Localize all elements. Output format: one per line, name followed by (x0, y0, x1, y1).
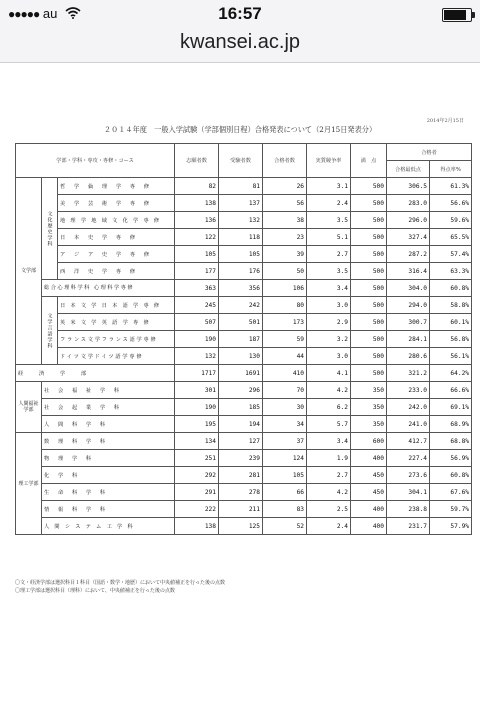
full-score: 400 (351, 450, 387, 467)
applicants: 122 (175, 229, 219, 246)
table-row (16, 331, 472, 348)
ratio: 1.9 (307, 450, 351, 467)
min-score: 231.7 (387, 518, 430, 535)
row-name: ドイツ文学ドイツ語学専修 (58, 348, 175, 365)
min-score: 321.2 (387, 365, 430, 382)
examinees: 1691 (219, 365, 263, 382)
row-name: 人 間 科 学 科 (42, 416, 175, 433)
table-row (16, 195, 472, 212)
footnotes (15, 579, 225, 595)
ratio: 4.2 (307, 382, 351, 399)
full-score: 350 (351, 399, 387, 416)
applicants: 177 (175, 263, 219, 280)
footnote: 〇文・経済学部は選択科目１科目（国語・数学・地歴）において中央値補正を行った後の点数 (15, 580, 226, 586)
row-name: 日 本 史 学 専 修 (58, 229, 175, 246)
document-date: 2014年2月15日 (426, 118, 464, 124)
examinees: 185 (219, 399, 263, 416)
passers: 23 (263, 229, 307, 246)
footnote: 〇理工学部は選択科目（理科）において、中央値補正を行った後の点数 (15, 588, 175, 594)
full-score: 400 (351, 501, 387, 518)
table-row (16, 246, 472, 263)
full-score: 500 (351, 212, 387, 229)
full-score: 500 (351, 331, 387, 348)
score-rate: 56.1% (430, 348, 472, 365)
header-row (16, 144, 472, 161)
row-name: ア ジ ア 史 学 専 修 (58, 246, 175, 263)
row-name: 生 命 科 学 科 (42, 484, 175, 501)
examinees: 127 (219, 433, 263, 450)
applicants: 1717 (175, 365, 219, 382)
applicants: 132 (175, 348, 219, 365)
full-score: 500 (351, 297, 387, 314)
col-header-passers: 合格者数 (263, 144, 307, 178)
passers: 34 (263, 416, 307, 433)
ratio: 3.4 (307, 280, 351, 297)
min-score: 227.4 (387, 450, 430, 467)
full-score: 350 (351, 416, 387, 433)
row-name: 人 間 シ ス テ ム 工 学 科 (42, 518, 175, 535)
row-name: 英 米 文 学 英 語 学 専 修 (58, 314, 175, 331)
score-rate: 63.3% (430, 263, 472, 280)
passers: 38 (263, 212, 307, 229)
row-name: 総合心理科学科 心理科学専修 (42, 280, 175, 297)
dept-literature-language: 文学言語学科 (42, 297, 58, 365)
table-row (16, 484, 472, 501)
min-score: 280.6 (387, 348, 430, 365)
table-row (16, 314, 472, 331)
faculty-science-tech: 理工学部 (16, 433, 42, 535)
examinees: 281 (219, 467, 263, 484)
score-rate: 56.8% (430, 331, 472, 348)
passers: 83 (263, 501, 307, 518)
min-score: 287.2 (387, 246, 430, 263)
applicants: 136 (175, 212, 219, 229)
dept-cultural-history: 文化歴史学科 (42, 178, 58, 280)
min-score: 233.0 (387, 382, 430, 399)
passers: 30 (263, 399, 307, 416)
full-score: 500 (351, 229, 387, 246)
passers: 410 (263, 365, 307, 382)
ratio: 3.2 (307, 331, 351, 348)
full-score: 500 (351, 314, 387, 331)
table-row (16, 518, 472, 535)
passers: 44 (263, 348, 307, 365)
examinees: 125 (219, 518, 263, 535)
full-score: 500 (351, 348, 387, 365)
applicants: 507 (175, 314, 219, 331)
examinees: 296 (219, 382, 263, 399)
status-bar (0, 0, 480, 26)
examinees: 356 (219, 280, 263, 297)
examinees: 501 (219, 314, 263, 331)
score-rate: 69.1% (430, 399, 472, 416)
ratio: 3.0 (307, 348, 351, 365)
min-score: 273.6 (387, 467, 430, 484)
full-score: 450 (351, 484, 387, 501)
applicants: 138 (175, 195, 219, 212)
col-header-dept: 学部・学科・専攻・専修・コース (16, 144, 175, 178)
examinees: 137 (219, 195, 263, 212)
score-rate: 57.9% (430, 518, 472, 535)
battery-icon (442, 8, 472, 22)
table-row (16, 501, 472, 518)
col-header-ratio: 実質競争率 (307, 144, 351, 178)
applicants: 292 (175, 467, 219, 484)
row-name: 西 洋 史 学 専 修 (58, 263, 175, 280)
min-score: 327.4 (387, 229, 430, 246)
applicants: 190 (175, 331, 219, 348)
passers: 39 (263, 246, 307, 263)
ratio: 3.5 (307, 212, 351, 229)
passers: 26 (263, 178, 307, 195)
col-header-min-score: 合格最低点 (387, 161, 430, 178)
min-score: 241.0 (387, 416, 430, 433)
table-row (16, 212, 472, 229)
row-name: 地 理 学 地 域 文 化 学 専 修 (58, 212, 175, 229)
score-rate: 59.7% (430, 501, 472, 518)
table-row (16, 297, 472, 314)
faculty-humanities: 文学部 (16, 178, 42, 365)
examinees: 211 (219, 501, 263, 518)
examinees: 132 (219, 212, 263, 229)
passers: 124 (263, 450, 307, 467)
faculty-human-welfare: 人間福祉学部 (16, 382, 42, 433)
score-rate: 56.9% (430, 450, 472, 467)
score-rate: 67.6% (430, 484, 472, 501)
table-row (16, 467, 472, 484)
col-header-applicants: 志願者数 (175, 144, 219, 178)
min-score: 316.4 (387, 263, 430, 280)
score-rate: 60.8% (430, 467, 472, 484)
min-score: 304.1 (387, 484, 430, 501)
min-score: 242.0 (387, 399, 430, 416)
full-score: 500 (351, 263, 387, 280)
table-row (16, 382, 472, 399)
examinees: 105 (219, 246, 263, 263)
ratio: 3.4 (307, 433, 351, 450)
examinees: 130 (219, 348, 263, 365)
examinees: 176 (219, 263, 263, 280)
ratio: 2.4 (307, 518, 351, 535)
document-title: ２０１４年度 一般入学試験（学部個別日程）合格発表について（2月15日発表分） (103, 125, 377, 134)
passers: 105 (263, 467, 307, 484)
min-score: 283.0 (387, 195, 430, 212)
ratio: 3.1 (307, 178, 351, 195)
examinees: 242 (219, 297, 263, 314)
passers: 59 (263, 331, 307, 348)
row-name: 社 会 起 業 学 科 (42, 399, 175, 416)
table-row (16, 263, 472, 280)
min-score: 412.7 (387, 433, 430, 450)
examinees: 278 (219, 484, 263, 501)
passers: 70 (263, 382, 307, 399)
table-row (16, 399, 472, 416)
score-rate: 60.1% (430, 314, 472, 331)
table-row (16, 365, 472, 382)
col-header-full-score: 満 点 (351, 144, 387, 178)
full-score: 600 (351, 433, 387, 450)
table-row (16, 178, 472, 195)
min-score: 304.0 (387, 280, 430, 297)
score-rate: 65.5% (430, 229, 472, 246)
score-rate: 58.8% (430, 297, 472, 314)
ratio: 2.7 (307, 467, 351, 484)
applicants: 134 (175, 433, 219, 450)
ratio: 2.5 (307, 501, 351, 518)
applicants: 190 (175, 399, 219, 416)
passers: 37 (263, 433, 307, 450)
clock: 16:57 (218, 4, 262, 23)
applicants: 82 (175, 178, 219, 195)
carrier-name: au (42, 6, 58, 21)
examinees: 187 (219, 331, 263, 348)
ratio: 2.4 (307, 195, 351, 212)
applicants: 195 (175, 416, 219, 433)
ratio: 4.1 (307, 365, 351, 382)
full-score: 400 (351, 518, 387, 535)
document-page (0, 63, 480, 720)
ratio: 2.7 (307, 246, 351, 263)
applicants: 222 (175, 501, 219, 518)
min-score: 294.0 (387, 297, 430, 314)
score-rate: 57.4% (430, 246, 472, 263)
min-score: 284.1 (387, 331, 430, 348)
row-name: 化 学 科 (42, 467, 175, 484)
full-score: 500 (351, 178, 387, 195)
passers: 106 (263, 280, 307, 297)
col-header-pass-group: 合格者 (387, 144, 472, 161)
passers: 50 (263, 263, 307, 280)
applicants: 291 (175, 484, 219, 501)
row-name: 日 本 文 学 日 本 語 学 専 修 (58, 297, 175, 314)
min-score: 300.7 (387, 314, 430, 331)
passers: 66 (263, 484, 307, 501)
row-name: 哲 学 倫 理 学 専 修 (58, 178, 175, 195)
ratio: 6.2 (307, 399, 351, 416)
table-row (16, 280, 472, 297)
full-score: 500 (351, 246, 387, 263)
applicants: 105 (175, 246, 219, 263)
ratio: 5.1 (307, 229, 351, 246)
ratio: 2.9 (307, 314, 351, 331)
min-score: 306.5 (387, 178, 430, 195)
examinees: 118 (219, 229, 263, 246)
ratio: 3.0 (307, 297, 351, 314)
ratio: 4.2 (307, 484, 351, 501)
min-score: 296.0 (387, 212, 430, 229)
full-score: 500 (351, 365, 387, 382)
score-rate: 60.8% (430, 280, 472, 297)
row-name: 社 会 福 祉 学 科 (42, 382, 175, 399)
row-name: 美 学 芸 術 学 専 修 (58, 195, 175, 212)
row-name: 経 済 学 部 (16, 365, 175, 382)
score-rate: 66.6% (430, 382, 472, 399)
examinees: 194 (219, 416, 263, 433)
url-text[interactable]: kwansei.ac.jp (179, 31, 301, 53)
table-row (16, 450, 472, 467)
row-name: 物 理 学 科 (42, 450, 175, 467)
full-score: 350 (351, 382, 387, 399)
row-name: 数 理 科 学 科 (42, 433, 175, 450)
table-row (16, 433, 472, 450)
score-rate: 56.6% (430, 195, 472, 212)
row-name: フランス文学フランス語学専修 (58, 331, 175, 348)
table-row (16, 348, 472, 365)
col-header-examinees: 受験者数 (219, 144, 263, 178)
applicants: 245 (175, 297, 219, 314)
passers: 56 (263, 195, 307, 212)
address-bar[interactable] (0, 26, 480, 63)
score-rate: 64.2% (430, 365, 472, 382)
score-rate: 59.6% (430, 212, 472, 229)
ratio: 3.5 (307, 263, 351, 280)
score-rate: 68.8% (430, 433, 472, 450)
applicants: 138 (175, 518, 219, 535)
row-name: 情 報 科 学 科 (42, 501, 175, 518)
signal-strength-icon: ●●●●● (8, 7, 40, 21)
applicants: 251 (175, 450, 219, 467)
table-row (16, 229, 472, 246)
full-score: 450 (351, 467, 387, 484)
examinees: 81 (219, 178, 263, 195)
full-score: 500 (351, 195, 387, 212)
ratio: 5.7 (307, 416, 351, 433)
score-rate: 68.9% (430, 416, 472, 433)
full-score: 500 (351, 280, 387, 297)
passers: 80 (263, 297, 307, 314)
examinees: 239 (219, 450, 263, 467)
applicants: 301 (175, 382, 219, 399)
min-score: 238.8 (387, 501, 430, 518)
col-header-score-rate: 得点率% (430, 161, 472, 178)
applicants: 363 (175, 280, 219, 297)
passers: 173 (263, 314, 307, 331)
results-table (15, 143, 472, 535)
table-row (16, 416, 472, 433)
score-rate: 61.3% (430, 178, 472, 195)
passers: 52 (263, 518, 307, 535)
